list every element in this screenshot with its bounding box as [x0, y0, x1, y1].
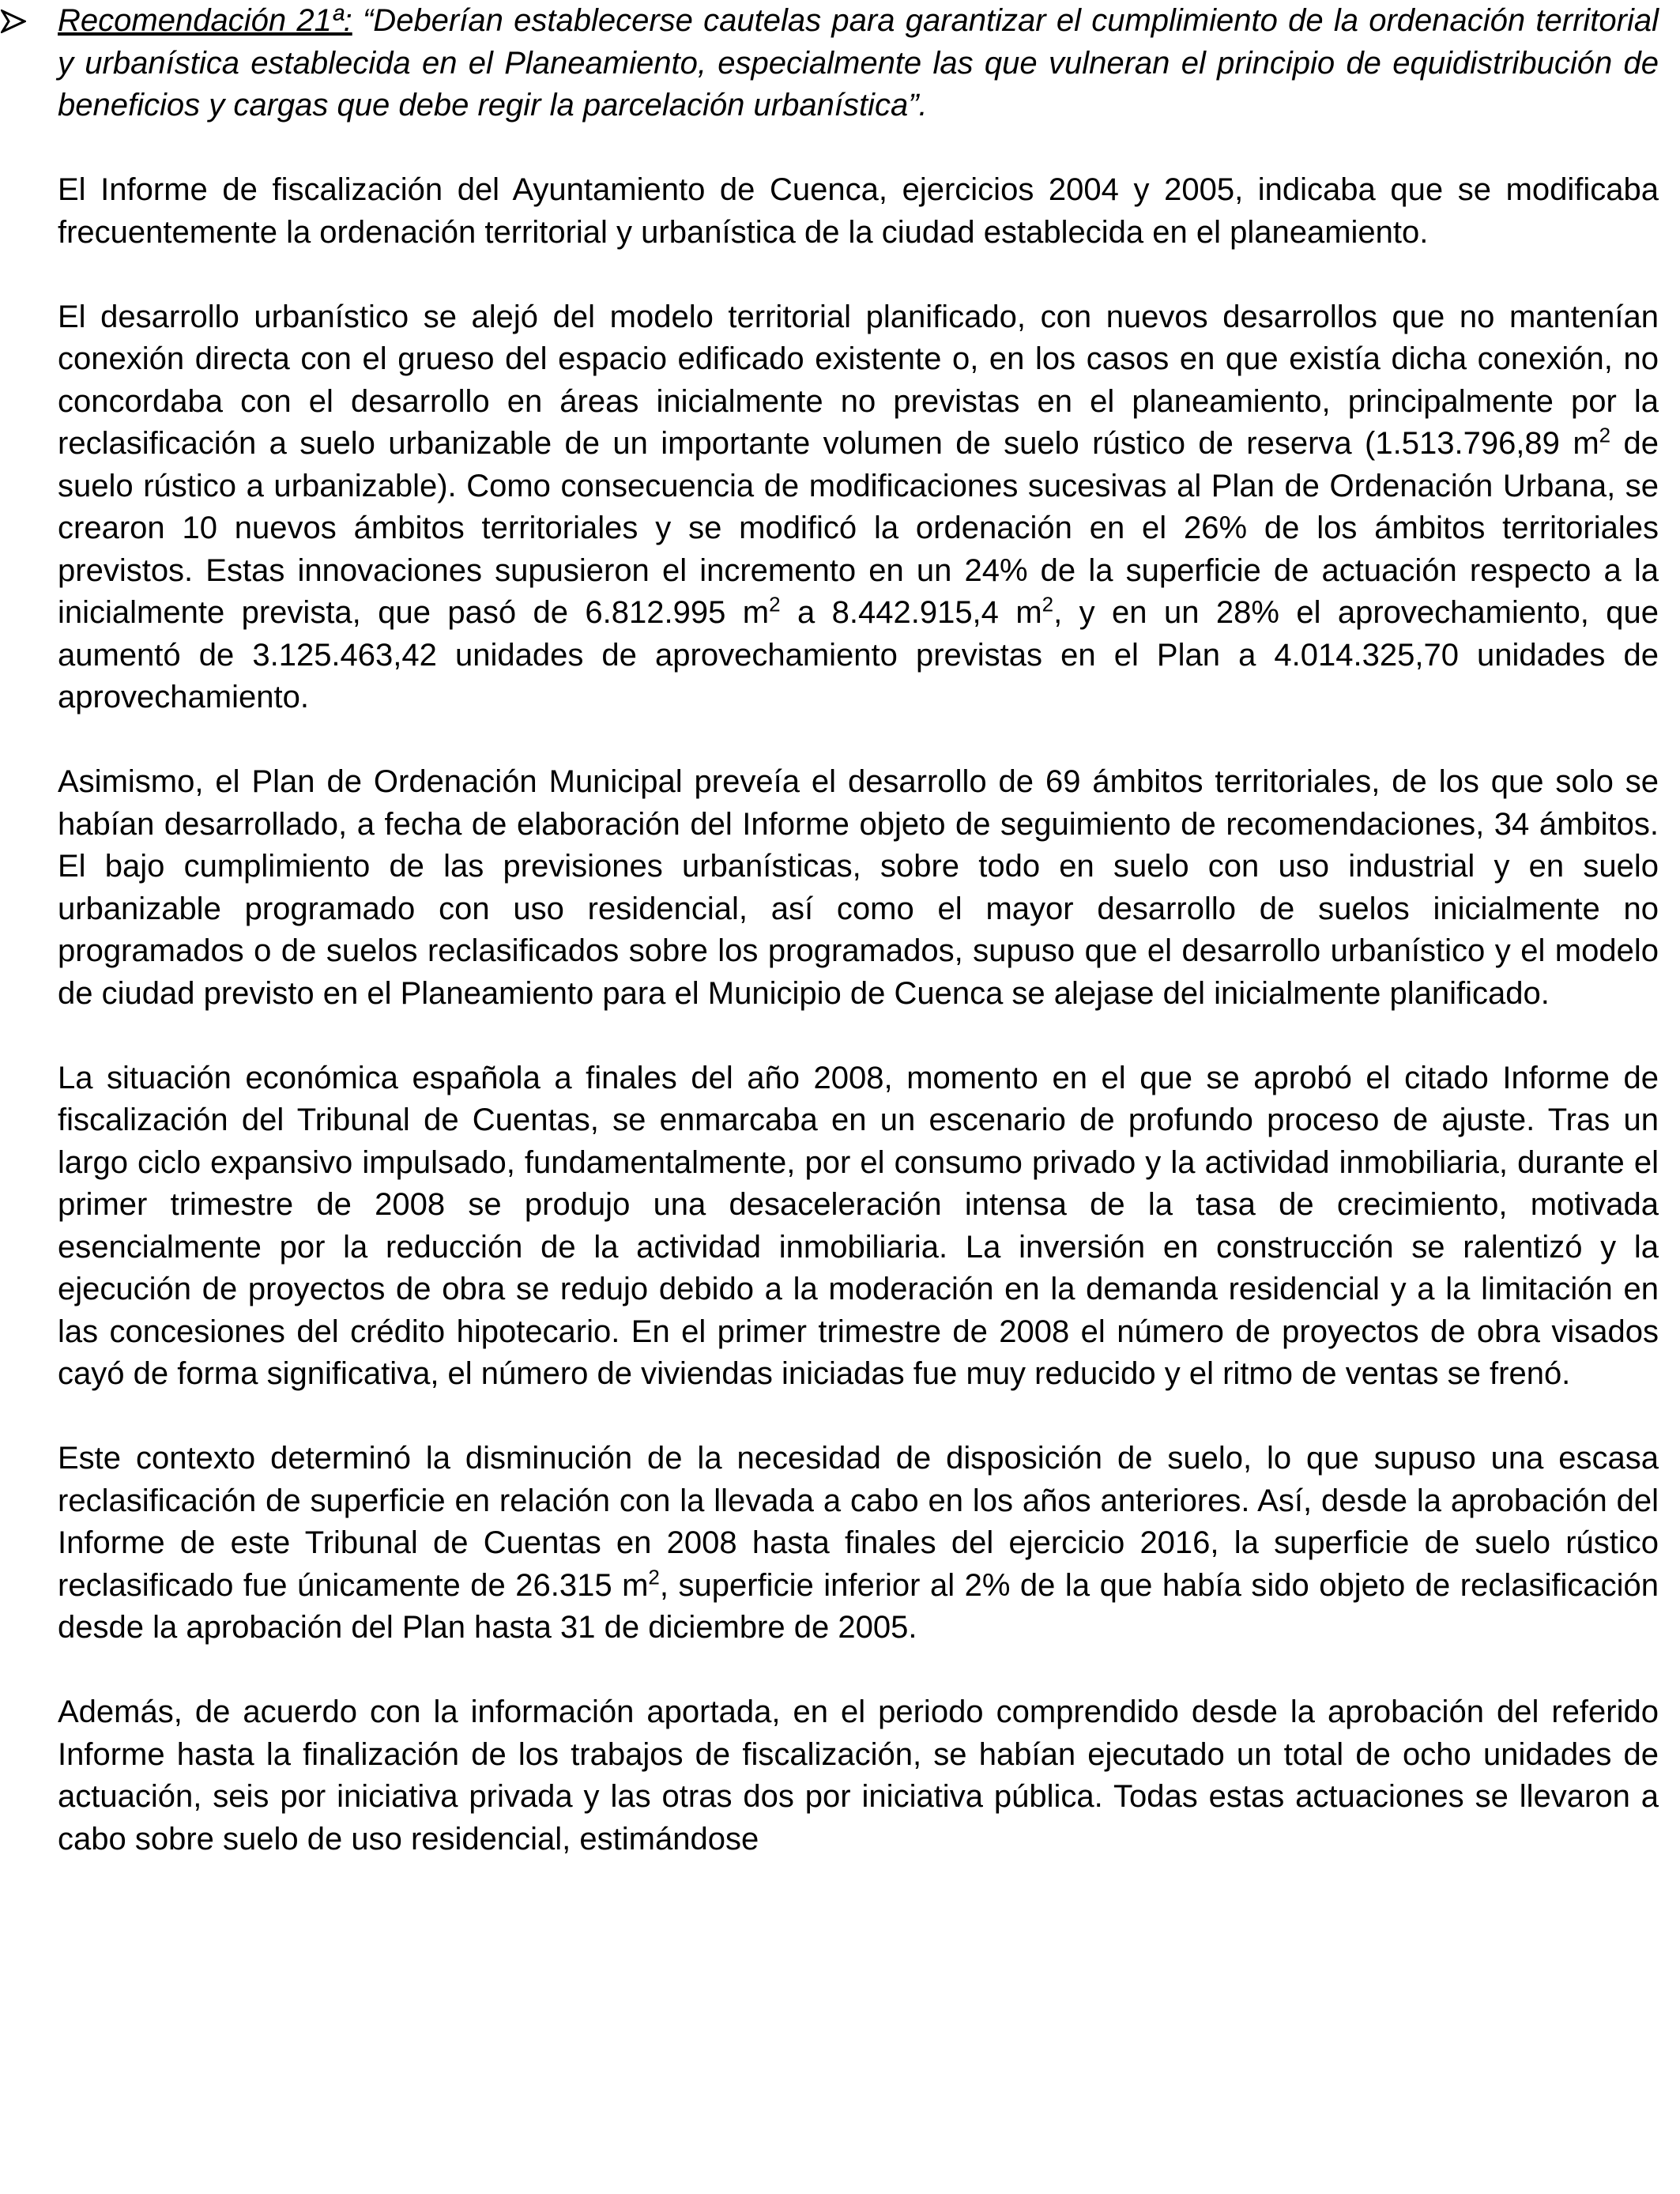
paragraph-2-part-b: de suelo rústico a urbanizable). Como consecuencia de modificaciones sucesivas al Plan de Ordenación Urbana, se crearon 10 nuevos ámbitos territoriales y se modificó la ordenación en el 26% de los ámbitos territoriales previstos. Estas innovaciones supusieron el incremento en un 24% de la superficie de actuación respecto a la inicialmente prevista, que pasó de 6.812.995 m [58, 426, 1659, 630]
recommendation-text [58, 0, 1659, 127]
paragraph-5-part-a: Este contexto determinó la disminución de la necesidad de disposición de suelo, lo que supuso una escasa reclasificación de superficie en relación con la llevada a cabo en los años anteriores. Así, desde la aprobación del Informe de este Tribunal de Cuentas en 2008 hasta finales del ejercicio 2016, la superficie de suelo rústico reclasificado fue únicamente de 26.315 m [58, 1441, 1659, 1603]
recommendation-label: Recomendación 21ª: [58, 3, 352, 38]
superscript: 2 [648, 1565, 660, 1589]
paragraph-1: El Informe de fiscalización del Ayuntamiento de Cuenca, ejercicios 2004 y 2005, indicaba que se modificaba frecuentemente la ordenación territorial y urbanística de la ciudad establecida en el planeamiento. [58, 172, 1659, 250]
paragraph-5 [58, 1438, 1659, 1649]
recommendation-quote: “Deberían establecerse cautelas para garantizar el cumplimiento de la ordenación territorial y urbanística establecida en el Planeamiento, especialmente las que vulneran el principio de equidistribución de beneficios y cargas que debe regir la parcelación urbanística”. [58, 3, 1659, 123]
paragraph-5-part-b: , superficie inferior al 2% de la que había sido objeto de reclasificación desde la aprobación del Plan hasta 31 de diciembre de 2005. [58, 1567, 1659, 1645]
paragraph-2-part-d: , y en un 28% el aprovechamiento, que aumentó de 3.125.463,42 unidades de aprovechamiento previstas en el Plan a 4.014.325,70 unidades de aprovechamiento. [58, 595, 1659, 714]
paragraph-2 [58, 296, 1659, 719]
arrowhead-bullet-icon [1, 0, 32, 43]
paragraph-4: La situación económica española a finales del año 2008, momento en el que se aprobó el citado Informe de fiscalización del Tribunal de Cuentas, se enmarcaba en un escenario de profundo proceso de ajuste. Tras un largo ciclo expansivo impulsado, fundamentalmente, por el consumo privado y la actividad inmobiliaria, durante el primer trimestre de 2008 se produjo una desaceleración intensa de la tasa de crecimiento, motivada esencialmente por la reducción de la actividad inmobiliaria. La inversión en construcción se ralentizó y la ejecución de proyectos de obra se redujo debido a la moderación en la demanda residencial y a la limitación en las concesiones del crédito hipotecario. En el primer trimestre de 2008 el número de proyectos de obra visados cayó de forma significativa, el número de viviendas iniciadas fue muy reducido y el ritmo de ventas se frenó. [58, 1060, 1659, 1391]
document-page [58, 0, 1659, 1903]
superscript: 2 [769, 592, 781, 616]
paragraph-2-part-a: El desarrollo urbanístico se alejó del modelo territorial planificado, con nuevos desarrollos que no mantenían conexión directa con el grueso del espacio edificado existente o, en los casos en que existía dicha conexión, no concordaba con el desarrollo en áreas inicialmente no previstas en el planeamiento, principalmente por la reclasificación a suelo urbanizable de un importante volumen de suelo rústico de reserva (1.513.796,89 m [58, 299, 1659, 461]
paragraph-6: Además, de acuerdo con la información aportada, en el periodo comprendido desde la aprobación del referido Informe hasta la finalización de los trabajos de fiscalización, se habían ejecutado un total de ocho unidades de actuación, seis por iniciativa privada y las otras dos por iniciativa pública. Todas estas actuaciones se llevaron a cabo sobre suelo de uso residencial, estimándose [58, 1695, 1659, 1857]
recommendation-item [58, 0, 1659, 127]
paragraph-3: Asimismo, el Plan de Ordenación Municipal preveía el desarrollo de 69 ámbitos territoriales, de los que solo se habían desarrollado, a fecha de elaboración del Informe objeto de seguimiento de recomendaciones, 34 ámbitos. El bajo cumplimiento de las previsiones urbanísticas, sobre todo en suelo con uso industrial y en suelo urbanizable programado con uso residencial, así como el mayor desarrollo de suelos inicialmente no programados o de suelos reclasificados sobre los programados, supuso que el desarrollo urbanístico y el modelo de ciudad previsto en el Planeamiento para el Municipio de Cuenca se alejase del inicialmente planificado. [58, 764, 1659, 1011]
paragraph-2-part-c: a 8.442.915,4 m [780, 595, 1042, 630]
superscript: 2 [1599, 423, 1611, 447]
superscript: 2 [1042, 592, 1054, 616]
